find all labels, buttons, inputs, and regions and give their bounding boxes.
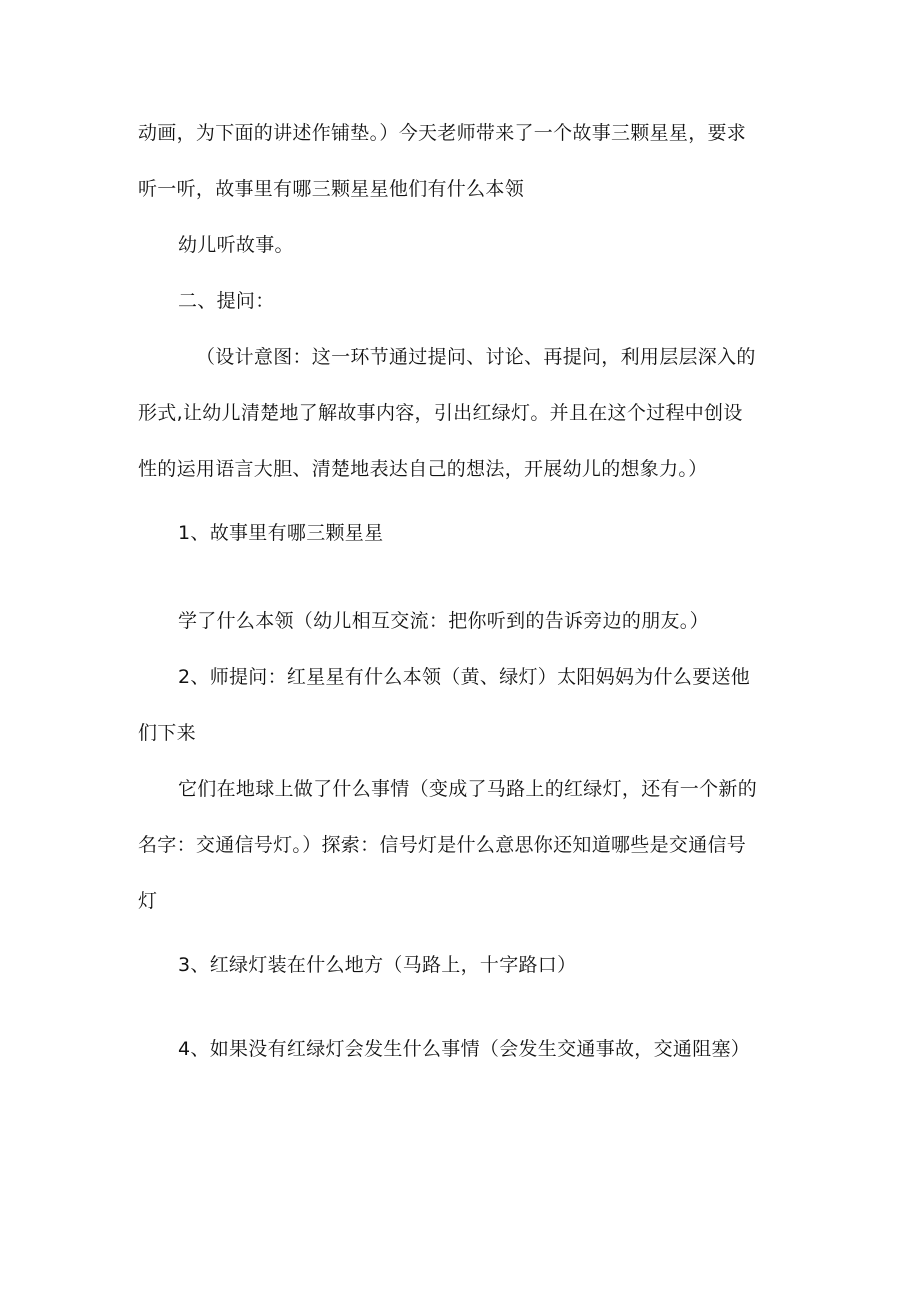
section-heading: 二、提问： bbox=[178, 290, 275, 312]
text-line-1: 动画，为下面的讲述作铺垫。）今天老师带来了一个故事三颗星星，要求 bbox=[138, 122, 747, 144]
question-4: 4、如果没有红绿灯会发生什么事情（会发生交通事故，交通阻塞） bbox=[178, 1038, 751, 1060]
text-line-14: 灯 bbox=[138, 890, 158, 912]
text-line-11: 们下来 bbox=[138, 722, 196, 744]
text-line-13: 名字：交通信号灯。）探索：信号灯是什么意思你还知道哪些是交通信号 bbox=[138, 834, 747, 856]
text-line-6: 形式,让幼儿清楚地了解故事内容，引出红绿灯。并且在这个过程中创设 bbox=[138, 402, 743, 424]
question-1: 1、故事里有哪三颗星星 bbox=[178, 522, 384, 544]
text-line-5: （设计意图：这一环节通过提问、讨论、再提问，利用层层深入的 bbox=[196, 346, 756, 368]
question-3: 3、红绿灯装在什么地方（马路上，十字路口） bbox=[178, 954, 577, 976]
text-line-7: 性的运用语言大胆、清楚地表达自己的想法，开展幼儿的想象力。） bbox=[138, 458, 708, 480]
question-2: 2、师提问：红星星有什么本领（黄、绿灯）太阳妈妈为什么要送他 bbox=[178, 666, 751, 688]
text-line-3: 幼儿听故事。 bbox=[178, 234, 294, 256]
text-line-12: 它们在地球上做了什么事情（变成了马路上的红绿灯，还有一个新的 bbox=[178, 778, 758, 800]
text-line-2: 听一听，故事里有哪三颗星星他们有什么本领 bbox=[138, 178, 525, 200]
text-line-9: 学了什么本领（幼儿相互交流：把你听到的告诉旁边的朋友。） bbox=[178, 610, 709, 632]
